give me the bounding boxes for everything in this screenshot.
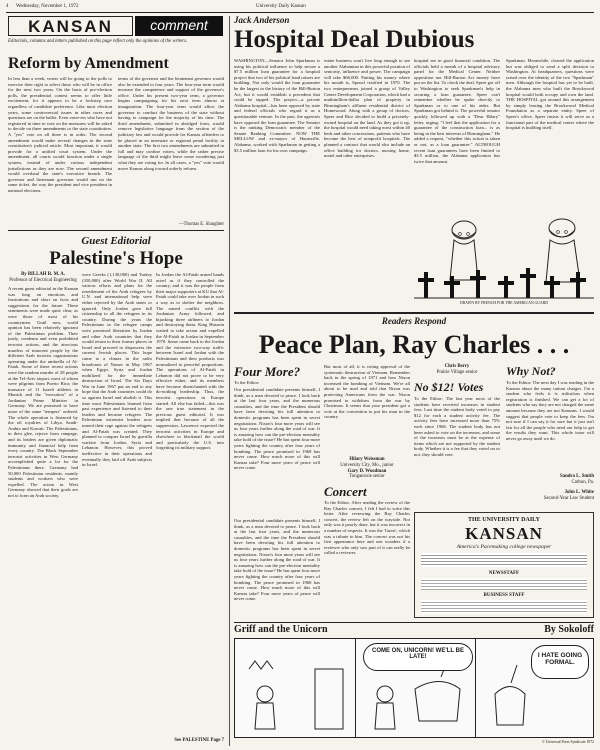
strip-author: By Sokoloff	[544, 624, 594, 635]
anderson-title: Hospital Deal Dubious	[234, 26, 475, 53]
letter-four-more-body: Our presidential candidate presents himself, I think, as a man devoted to peace. I look back at the last four years, and the numerous casualties, and the time the President should have been devoting his full attention to domestic programs has been spent in secret negotiations. Nixon's four more years will see us four years further along the road of war. It is amazing how can the pre-election mentality take hold of the issue? He has spent four more years fighting the country after four years of bombing. The peace promised in 1968 has never come. How much more of this will Kansas take? Four more years of peace will never come.	[234, 387, 320, 471]
sig-4-detail: Carbon, Pa.	[571, 479, 594, 485]
guest-col-1: A recent guest editorial in the Kansan was long on emotions and frustrations and short on facts and suggestions for the future. These sentiments were made quite clear, as were those of most of his countrymen. Until now, world opinion has been relatively ignorant of the Palestinian problem. Their justly, condemn and even prohibited terrorist actions, and the atrocious murders of innocent people by the different Arab terrorist organizations operating under the umbrella of Al-Fatah. Some of these recent actions were the random murder of 28 people at the Tel-Aviv airport, most of whom were pilgrims from Puerto Rico; the massacre of 11 Israeli athletes in Munich and the "execution" of a Jordanian Prime Minister in Germany. We are promised to have more of the same "tempers" ordered. The whole operation is financed by the oil royalties of Libya, Saudi-Arabia and Kuwait. The Palestinians, in their glee, rejoice from rampage, and its leaders are given diplomatic immunity and financial help from every country. The Black September terrorist activities in West Germany accomplished quite a lot for the Palestinians there. Germany had 50,000 Palestinian residents, mainly students and workers who were expelled. The action in West Germany showed that their goals are not to form an Arab society.	[8, 286, 78, 498]
box-subtitle: America's Pacemaking college newspaper	[456, 544, 552, 550]
cartoon-caption: DRAWN BY FRENCH FOR THE AMERICAN GUARD	[459, 301, 549, 305]
guest-label: Guest Editorial	[81, 235, 151, 247]
box-newsstaff-list	[421, 578, 587, 590]
letter-why-body: To the Editor: The next day I was reading in the Kansan about the many tuition charges. I'm a student who feels it is ridiculous when registration is finished. We can get a lot of students who say they are not charged the same amount because they are not Kansans. I would suggest that people vote to keep the fees. I'm not sure if I can say it for sure but it just isn't fair for all the people who need our help to get the results they want. This whole issue will never go away until we do.	[506, 380, 594, 441]
editorial-rule	[8, 230, 224, 231]
box-title: THE UNIVERSITY DAILY	[468, 517, 540, 523]
letters-headline: Peace Plan, Ray Charles . . .	[258, 330, 570, 359]
folio-date: Wednesday, November 1, 1972	[16, 4, 79, 9]
guest-author: By BILLAH R. M. A.	[21, 272, 65, 277]
box-name: KANSAN	[465, 524, 543, 543]
letters-label: Readers Respond	[381, 316, 447, 326]
folio-bar	[6, 4, 594, 12]
editorial-col-1: In less than a week, voters will be going to the polls to exercise their right to select those who will be in office for the next two years. On the basis of pre-election polls, the presidential contest seems to offer little excitement, for it appears to be a lockstep race regardless of candidate preference. Like most election years, some controversial issues in other races and questions are on the ballot. Even voter-ers who have not registered in time to vote on the measures will be asked to decide on three amendments to the state constitution. A "yes" vote on all three is in order. The second amendment would make several changes in the state constitution's judicial article. Most important, it would provide for a unified court system. Under the amendment, all courts would function under a single system, instead of under various independent jurisdictions as they are now. The second amendment would overhaul the state's executive branch. The governor and lieutenant governor would run on the same ticket, the way the president and vice president in national elections.	[8, 76, 112, 193]
folio-rule	[6, 12, 594, 13]
masthead-tag: comment	[135, 16, 223, 36]
guest-col-3: In Jordan the Al-Fatah armed bands acted as if they controlled the country, and it was the people from their major supporters at KU that Al-Fatah could take over Jordan in such a way as to shelter the neighbors. The armed conflict with the Jordanian Army followed, and hijacking three airliners to Jordan and destroying them. King Hussein waited to take action and expelled the Al-Fatah in Jordan in September 1970. Some came back to the Jordan and the extensive two-way traffic between Israel and Jordan with the Palestinians and their products was normalized to peaceful proportions. The operations of Al-Fatah in Lebanon did not prove to be very effective either, and its members have become disenchanted with the do-nothing leadership. Thus, the terrorist operations in Europe started. All else has failed—this was the one true statement in the previous guest editorial. It was implied that because of all the suppression, Lawrence expected the terrorist activities in Europe and elsewhere to blackmail the world and particularly the U.S. into forgetting its military support.	[156, 272, 224, 451]
editorial-cartoon	[414, 210, 594, 310]
letter-why-title: Why Not?	[506, 364, 556, 378]
comic-strip	[234, 638, 594, 738]
anderson-col-2: estate business won't live long enough to see another Alabamian in this powerful position of seniority, influence and power. The campaign will take $66,000. Putting his money where his mouth is, Sprawl testified in 1970. The two entrepreneurs joined a group of Valley Center Development Corporation, which had a multimillion-dollar plan of property in Birmingham's affluent residential district of Homewood. Along with a group of doctors, Speer and Rice decided to build a privately-owned hospital on the land. As they got it up, the hospital would need taking most within 40 beds and other concessions, patients who have become the best of nonprofit hospitals. The planned a contract that would also include an office building for doctors, nursing home, motel and other enterprises.	[324, 58, 410, 159]
anderson-col-3: hospital are in good financial condition. The officials held a month of a hospital advisory panel for the Medical Center. Neither opposition nor Hill-Burton Act money have put on the list. To check the deal, Speer got off to Washington to seek Sparkman's help in securing a loan guarantee. Speer can't remember whether he spoke directly to Sparkman or to one of his aides. But Sparkman got behind it. The powerful senator quickly followed up with a "Dear Hilary" letter, urging, "I feel that the application for a guarantee of the construction loan... is as being in the best interests of Birmingham." He added a request, "whether this action is taken or not, as a loan guarantee." ALTHOUGH recent loan guarantees have been limited to $3.5 million, the Alabama application has twice that amount.	[414, 58, 500, 164]
strip-credit: © Universal Press Syndicate 1972	[541, 740, 594, 744]
guest-byline	[8, 272, 78, 284]
letter-sig-block-5	[506, 490, 594, 502]
cartoon-drawing	[414, 210, 594, 310]
letter-four-more-continued: Our presidential candidate presents himself, I think, as a man devoted to peace. I look back at the last four years, and the numerous casualties, and the time the President should have been devoting his full attention to domestic programs has been spent in secret negotiations. Nixon's four more years will see us four years further along the road of war. It is amazing how can the pre-election mentality take hold of the issue? He has spent four more years fighting the country after four years of bombing. The peace promised in 1968 has never come. How much more of this will Kansas take? Four more years of peace will never come.	[234, 518, 320, 602]
column-divider	[229, 16, 230, 746]
editorial-title: Reform by Amendment	[8, 55, 169, 72]
masthead-note: Editorials, columns and letters published on this page reflect only the opinions of the writers.	[8, 39, 188, 44]
editorial-byline: —Thomas E. Slaughter	[178, 222, 224, 227]
guest-col-2: were Greeks (1,130,000) and Turkey (350,000) after World War II. All various efforts and plans for the resettlement of the Arab refugees by U.N. and international help were either rejected by the Arab states or ignored. Only Jordan gave full citizenship to all the refugees in its country. During the years the Palestinians in the refugee camps were promised liberation by Jordan and other Arab countries that they would return to their former places in Israel and proceed to dispossess the current Jewish places. This hope came to a climax in the radio broadcasts of Nasser in May 1967 when Egypt, Syria and Jordan mobilized for the immediate destruction of Israel. The Six Days War in June 1967 put an end to any hope that the Arab countries could do so against Israel and abolish it. This time most Palestinians learned from past experience and listened to their leaders and became refugees. The Palestinian extremist leaders now turned their rage against the refugees and Al-Fatah was created. They planned to conquer Israel by guerilla warfare from Jordan, Syria and Lebanon. However, this proved ineffective in their operations and eventually they laid off Arab subjects in Israel.	[82, 272, 152, 468]
editorial-col-2: terms of the governor and the lieutenant governor would also be extended to four years. The four-year term would increase the competence and support of the governor's office. Under his present two-year term, a governor begins campaigning for his next term almost at inauguration. The four-year term would allow the governor to conduct the business of the state without having to campaign for the majority of his time. The third amendment, submitted in abridged form, would remove legislative language from the section of the judiciary law and would provide for Kansas offenders to be placed in an interstate or regional penal facility in another state. The first two amendments are submitted in full and may confuse voters, while the rather precise language of the third might leave some wondering just what they are voting for. In all cases, a "yes" vote would move Kansas along toward orderly reform.	[118, 76, 224, 171]
letter-sig-block-3	[414, 364, 500, 376]
box-business-list	[421, 600, 587, 614]
sig-3-detail: Prairie Village senior	[436, 369, 478, 375]
staff-box	[414, 512, 594, 618]
sig-4-name: Sandra L. Smith	[560, 474, 594, 479]
box-info-lines	[421, 553, 587, 567]
folio-paper: University Daily Kansan	[256, 4, 306, 9]
sig-3-name: Chris Berry	[444, 364, 470, 369]
letter-concert-title: Concert	[324, 484, 367, 499]
sig-2-name: Gary D. Woodman	[347, 468, 387, 474]
speech-bubble-1: COME ON, UNICORN! WE'LL BE LATE!	[363, 643, 473, 671]
letter-four-more-title: Four More?	[234, 364, 301, 379]
letter-sig-block-4	[506, 474, 594, 486]
box-newsstaff: NEWSSTAFF	[488, 571, 520, 576]
grave-crosses	[418, 268, 586, 298]
letter-fee-title: No $12! Votes	[414, 380, 484, 394]
masthead-name: KANSAN	[8, 16, 133, 36]
strip-rule	[234, 622, 594, 623]
letter-fee-body: To the Editor: The last year most of the students have received increases in student fees. Last time the student body voted to pay $12 for each a student activity fee. The activity fees have increased more than 75% each since 1968. The student body has not been asked to vote on the increases, and some of the increases must be at the expense of items which are not supported by the student body. Whether it is a fee that they voted on or not, they should vote.	[414, 396, 500, 457]
anderson-author: Jack Anderson	[234, 15, 290, 25]
letter-four-more-body-2: But most of all, it is voting approval of the systematic destruction of Vietnam. Remember back in the spring of 1971 and how Nixon increased the bombing of Vietnam. We're all about to be mad and told that Nixon was protecting Americans from the war. Nixon promised to withdraw from the war by Christmas. It seems that your president got a vote at the convention to put his man in the country.	[324, 364, 410, 420]
guest-title: Palestine's Hope	[49, 248, 183, 269]
sig-5-name: John L. White	[564, 490, 594, 495]
guest-role: Professor of Electrical Engineering	[9, 277, 77, 283]
letters-rule-top	[234, 312, 594, 314]
anderson-col-1: WASHINGTON—Senator John Sparkman is using his political influence to help secure a $7.5 million loan guarantee for a hospital project that two of his political fund raisers are building. Not only would the loan guarantee be the largest in the history of the Hill-Burton Act, but it would establish a precedent that could be tapped. The project—a private Alabama hospital—has been opposed by state and federal officials who regard it as a questionable venture. In the past, the agencies have opposed the loan guarantee. The Senator is the ranking Democratic member of the Senate Banking Committee. NOW THE MELLOW and ex-mayor of Huntsville, Alabama, worked with Sparkman in getting a $3.5 million loan for his own campaign.	[234, 58, 320, 153]
guest-continued: See PALESTINE Page 7	[174, 738, 224, 743]
letter-four-more-lead: To the Editor:	[234, 380, 260, 385]
anderson-col-4: Sparkman. Meanwhile, cleared the application but was obliged to send a split decision to Washington. At headquarters, questions were raised over the identity of the two "Sparkman" men. Although the hospital has yet to be built, the Alabama men who built the Brookwood hospital would both occupy and own the land. THE HOSPITAL got around this arrangement by simply leasing the Brookwood Medical Foundation as a separate entity. Speer of Speer's office, Speer insists it will serve as a functional part of the medical center where the hospital is building itself.	[506, 58, 594, 131]
sig-1-name: Hilary Weissman	[349, 457, 385, 462]
letter-concert-body: To the Editor: After reading the review of the Ray Charles concert, I felt I had to write this letter. After reviewing the Ray Charles concert, the review left on the wayside. Not only was it poorly done, but it was incorrect in a number of respects. It was the 'Guest'; which was a tribute to him. The concert was not his first appearance here and one wonders if a reviewer who only saw part of it can really be called a reviewer.	[324, 500, 410, 556]
strip-title: Griff and the Unicorn	[234, 624, 328, 635]
masthead	[8, 16, 224, 38]
box-business: BUSINESS STAFF	[483, 593, 525, 598]
sig-2-detail: Tonganoxie senior	[349, 474, 385, 480]
speech-bubble-2: I HATE GOING FORMAL.	[531, 645, 589, 679]
page-number: 4	[6, 4, 9, 9]
sig-5-detail: Second-Year Law Student	[543, 495, 594, 501]
sig-1-detail: University City, Mo., junior	[340, 462, 394, 468]
letter-sig-block-1	[324, 457, 410, 480]
